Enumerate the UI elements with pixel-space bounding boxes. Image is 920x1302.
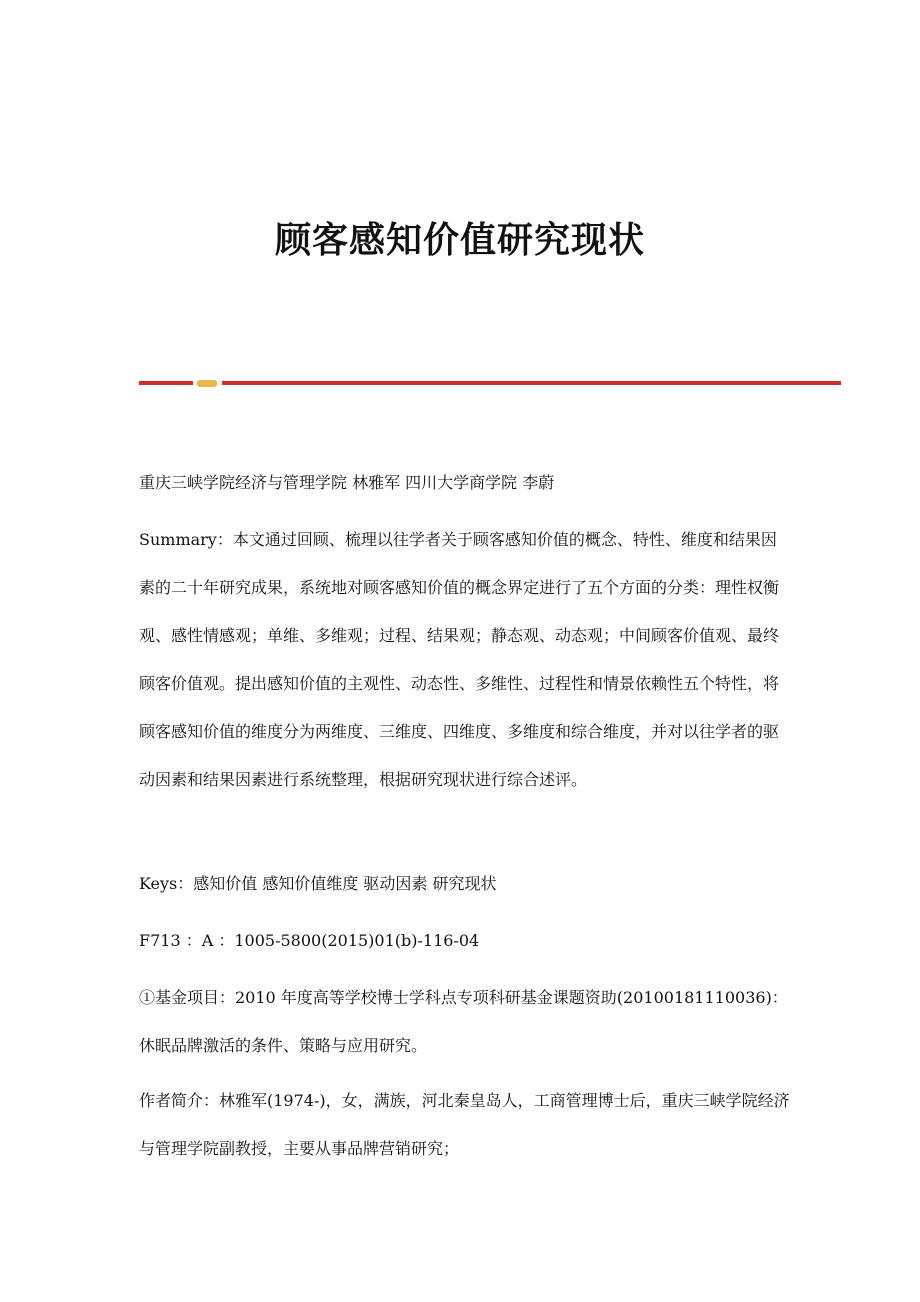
summary-text: 本文通过回顾、梳理以往学者关于顾客感知价值的概念、特性、维度和结果因素的二十年研究成果，系统地对顾客感知价值的概念界定进行了五个方面的分类：理性权衡观、感性情感观；单维、多维观；过程、结果观；静态观、动态观；中间顾客价值观、最终顾客价值观。提出感知价值的主观性、动态性、多维性、过程性和情景依赖性五个特性，将顾客感知价值的维度分为两维度、三维度、四维度、多维度和综合维度，并对以往学者的驱动因素和结果因素进行系统整理，根据研究现状进行综合述评。 xyxy=(139,530,780,789)
fund-note: ①基金项目：2010 年度高等学校博士学科点专项科研基金课题资助(20100181110036)：休眠品牌激活的条件、策略与应用研究。 xyxy=(139,988,788,1055)
title-rule-left xyxy=(139,381,193,385)
keywords-text: 感知价值 感知价值维度 驱动因素 研究现状 xyxy=(193,874,497,893)
title-rule-ornament xyxy=(197,380,217,387)
author-affiliations: 重庆三峡学院经济与管理学院 林雅军 四川大学商学院 李蔚 xyxy=(139,473,555,492)
summary-paragraph xyxy=(139,516,789,804)
page-title: 顾客感知价值研究现状 xyxy=(274,219,645,261)
title-rule-right xyxy=(222,381,841,385)
keywords-line xyxy=(139,860,789,908)
keywords-label: Keys： xyxy=(139,874,194,893)
classification-line: F713 ：A ：1005-5800(2015)01(b)-116-04 xyxy=(139,931,480,950)
author-bio: 作者简介：林雅军(1974-)，女，满族，河北秦皇岛人，工商管理博士后，重庆三峡学院经济与管理学院副教授，主要从事品牌营销研究； xyxy=(139,1091,790,1158)
summary-label: Summary： xyxy=(139,530,233,549)
